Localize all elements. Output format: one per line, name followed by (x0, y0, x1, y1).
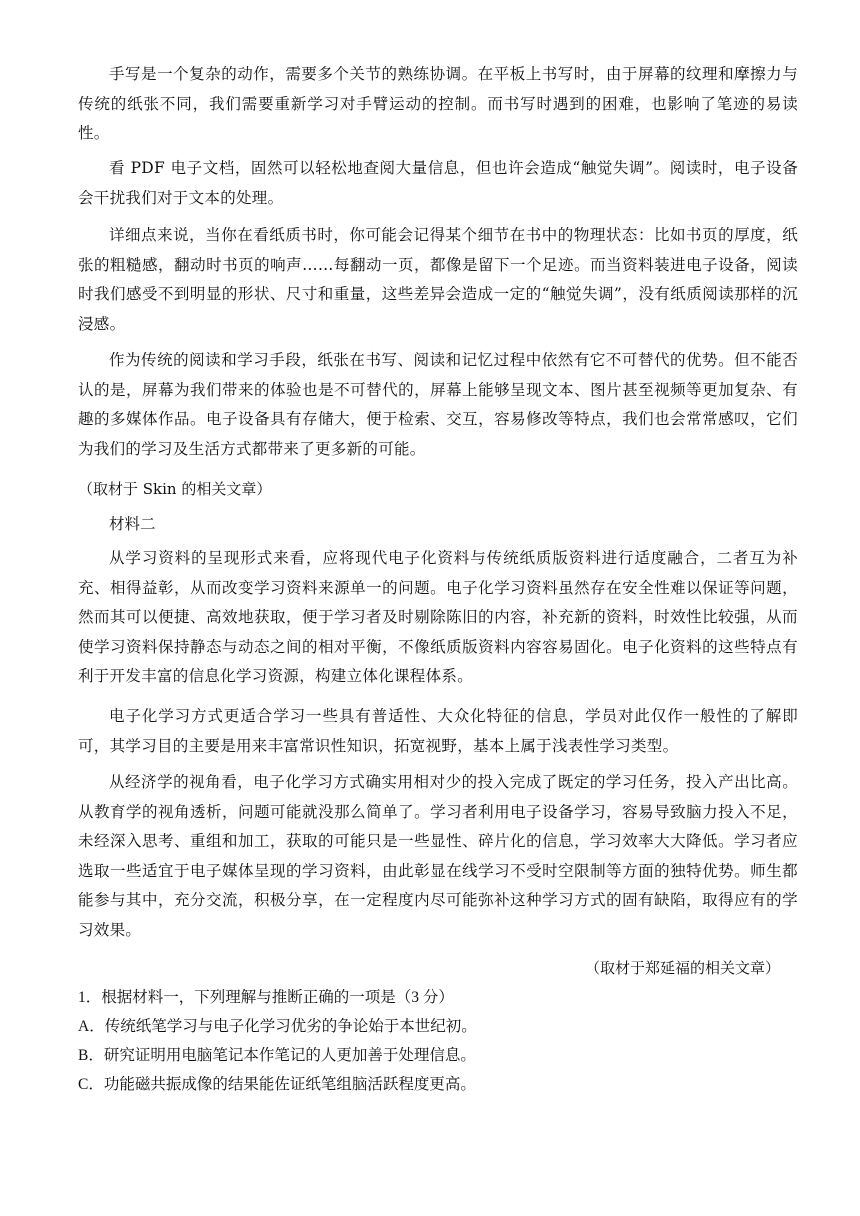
material-one-paragraph-3: 详细点来说，当你在看纸质书时，你可能会记得某个细节在书中的物理状态：比如书页的厚度，纸张的粗糙感，翻动时书页的响声……每翻动一页，都像是留下一个足迹。而当资料装进电子设备，阅读时我们感受不到明显的形状、尺寸和重量，这些差异会造成一定的“触觉失调”，没有纸质阅读那样的沉浸感。 (78, 226, 798, 333)
question-option-b: B．研究证明用电脑笔记本作笔记的人更加善于处理信息。 (78, 1047, 476, 1064)
material-two-heading: 材料二 (109, 515, 156, 533)
material-one-source: （取材于 Skin 的相关文章） (78, 480, 272, 498)
material-one-paragraph-4: 作为传统的阅读和学习手段，纸张在书写、阅读和记忆过程中依然有它不可替代的优势。但不能否认的是，屏幕为我们带来的体验也是不可替代的，屏幕上能够呈现文本、图片甚至视频等更加复杂、有趣的多媒体作品。电子设备具有存储大，便于检索、交互，容易修改等特点，我们也会常常感叹，它们为我们的学习及生活方式都带来了更多新的可能。 (78, 351, 798, 458)
question-stem: 1．根据材料一，下列理解与推断正确的一项是（3 分） (78, 989, 454, 1006)
material-two-paragraph-1: 从学习资料的呈现形式来看，应将现代电子化资料与传统纸质版资料进行适度融合，二者互为补充、相得益彰，从而改变学习资料来源单一的问题。电子化学习资料虽然存在安全性难以保证等问题，然而其可以便捷、高效地获取，便于学习者及时剔除陈旧的内容，补充新的资料，时效性比较强，从而使学习资料保持静态与动态之间的相对平衡，不像纸质版资料内容容易固化。电子化资料的这些特点有利于开发丰富的信息化学习资源，构建立体化课程体系。 (78, 549, 798, 685)
material-two-paragraph-2: 电子化学习方式更适合学习一些具有普适性、大众化特征的信息，学员对此仅作一般性的了解即可，其学习目的主要是用来丰富常识性知识，拓宽视野，基本上属于浅表性学习类型。 (78, 707, 798, 755)
material-two-source: （取材于郑延福的相关文章） (584, 959, 780, 977)
material-one-paragraph-1: 手写是一个复杂的动作，需要多个关节的熟练协调。在平板上书写时，由于屏幕的纹理和摩擦力与传统的纸张不同，我们需要重新学习对手臂运动的控制。而书写时遇到的困难，也影响了笔迹的易读性。 (78, 65, 798, 142)
question-option-a: A．传统纸笔学习与电子化学习优劣的争论始于本世纪初。 (78, 1018, 477, 1035)
material-one-paragraph-2: 看 PDF 电子文档，固然可以轻松地查阅大量信息，但也许会造成“触觉失调”。阅读时，电子设备会干扰我们对于文本的处理。 (78, 159, 798, 207)
question-option-c: C．功能磁共振成像的结果能佐证纸笔组脑活跃程度更高。 (78, 1076, 476, 1093)
material-two-paragraph-3: 从经济学的视角看，电子化学习方式确实用相对少的投入完成了既定的学习任务，投入产出比高。从教育学的视角透析，问题可能就没那么简单了。学习者利用电子设备学习，容易导致脑力投入不足，未经深入思考、重组和加工，获取的可能只是一些显性、碎片化的信息，学习效率大大降低。学习者应选取一些适宜于电子媒体呈现的学习资料，由此彰显在线学习不受时空限制等方面的独特优势。师生都能参与其中，充分交流，积极分享，在一定程度内尽可能弥补这种学习方式的固有缺陷，取得应有的学习效果。 (78, 773, 798, 939)
